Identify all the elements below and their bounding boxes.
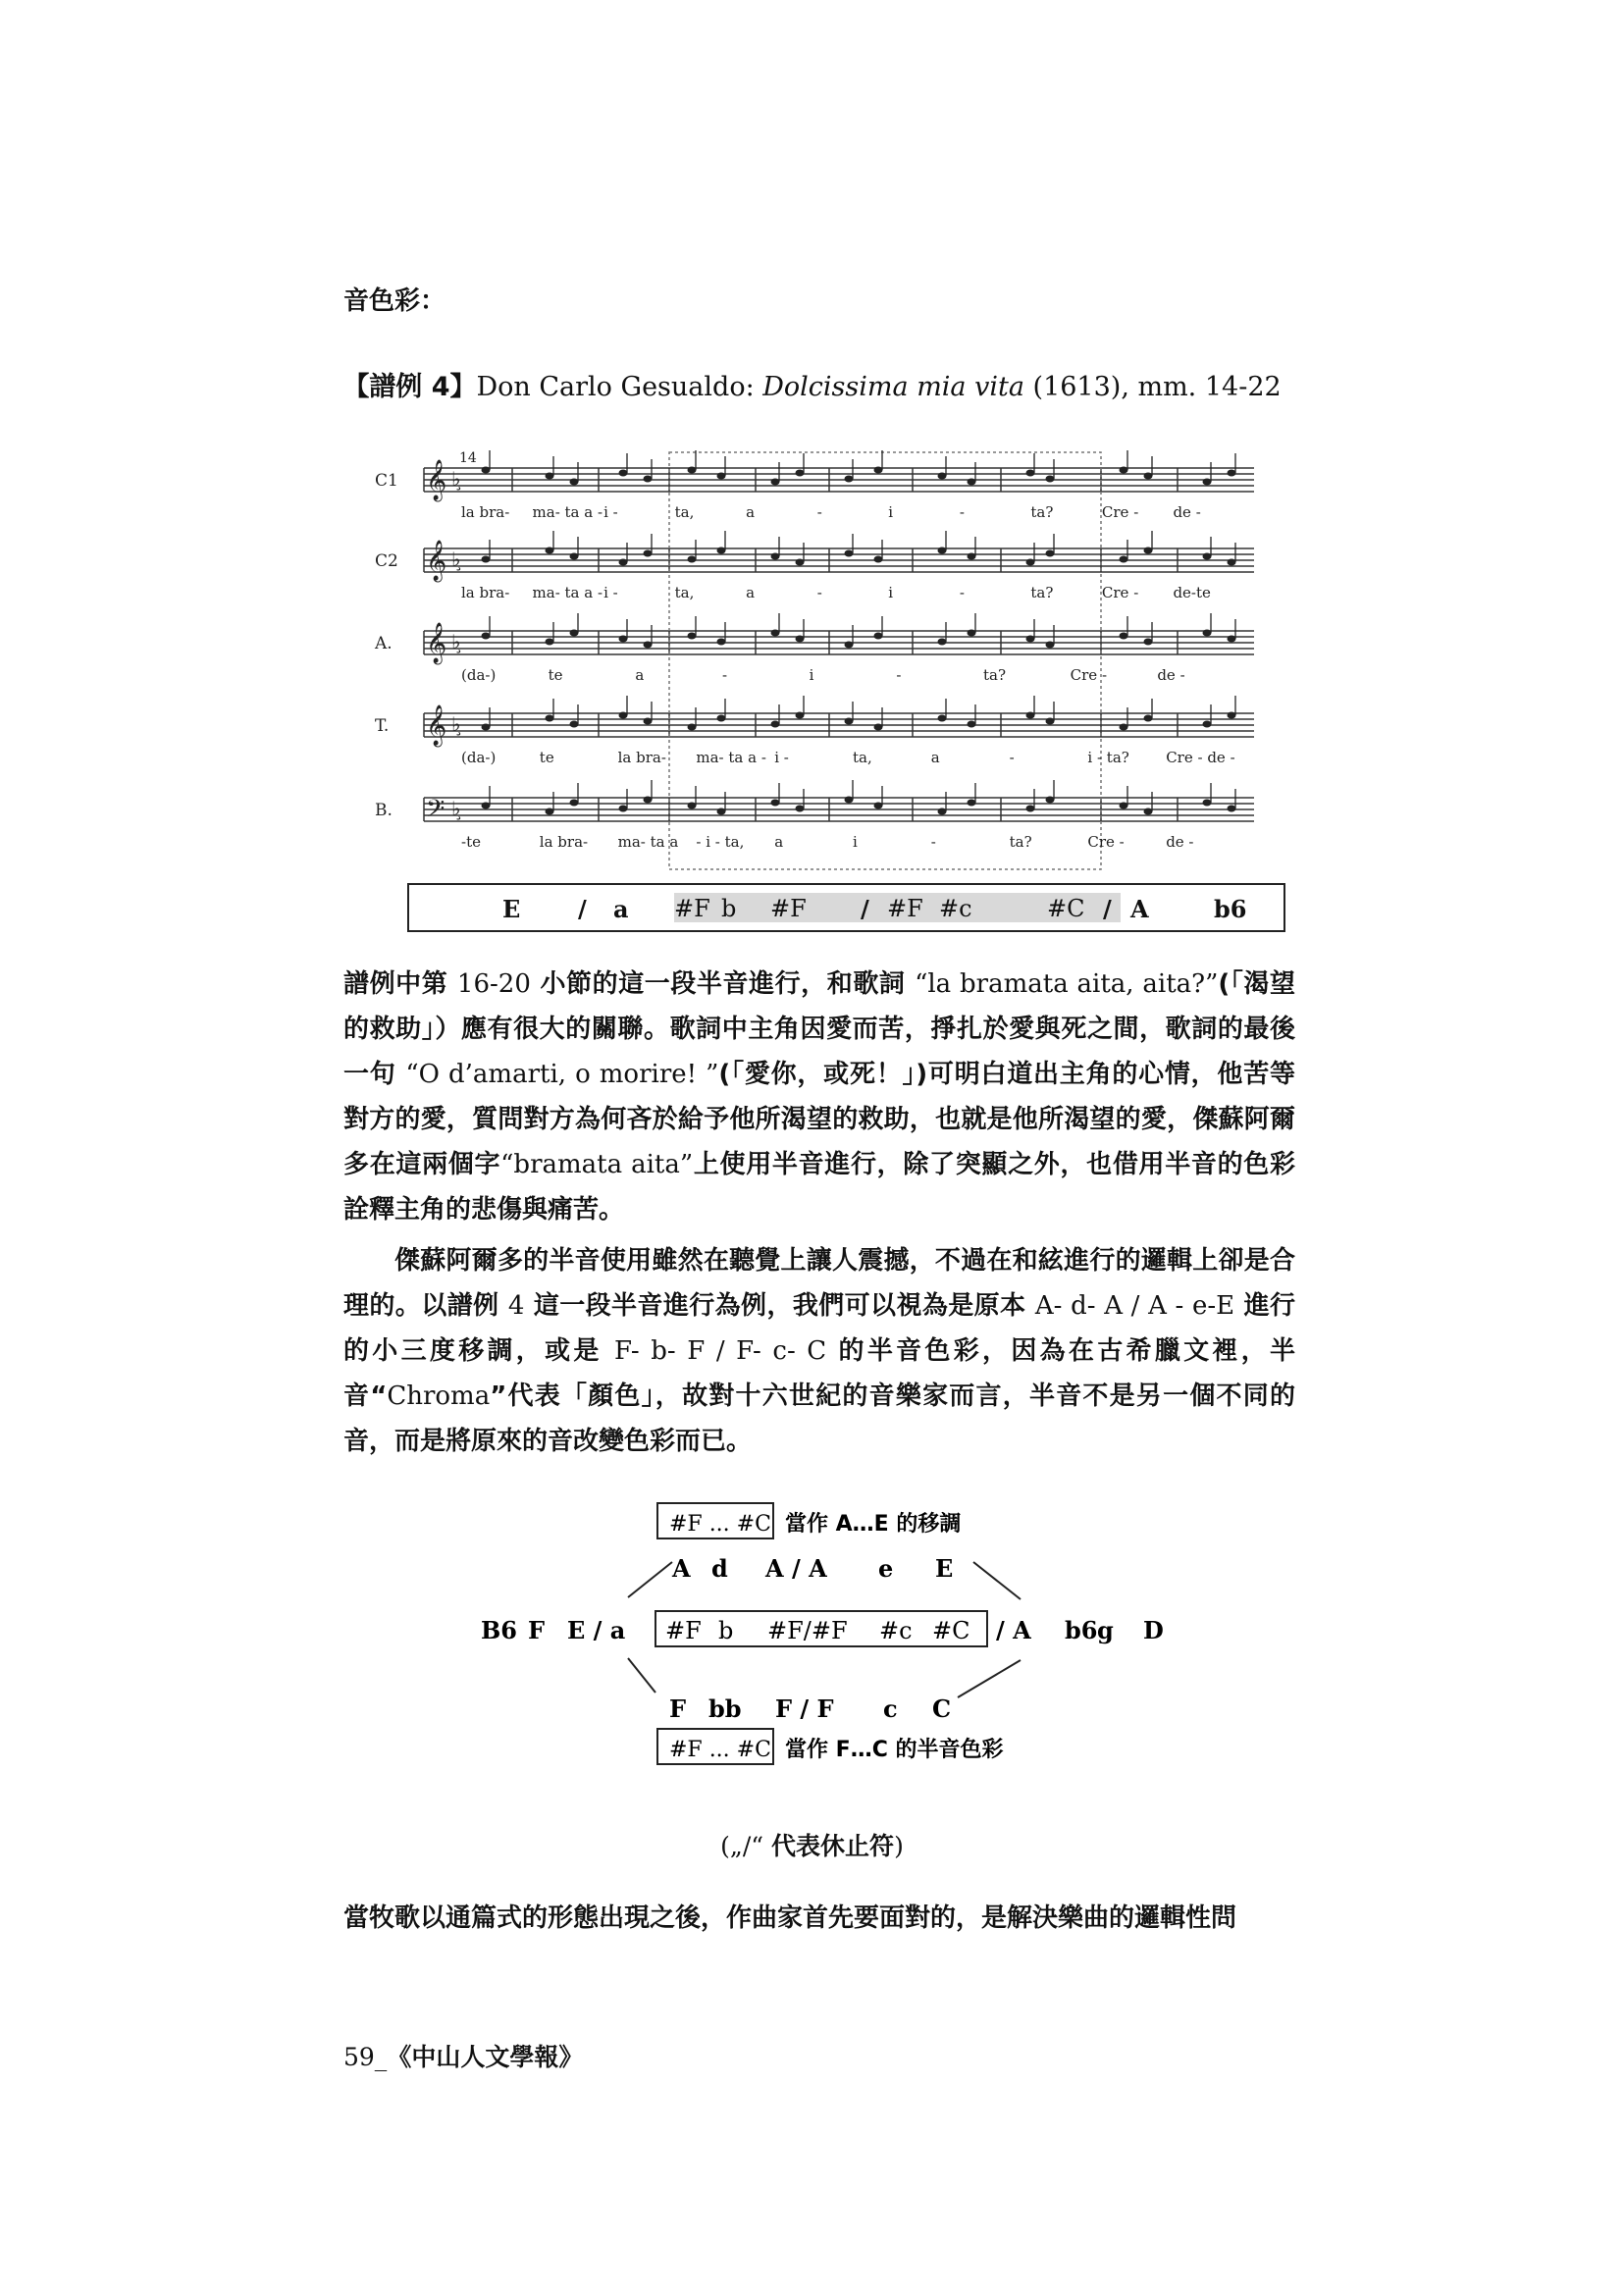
- chinese-text: (「渴望的救助」）應有很大的關聯。歌詞中主角因愛而苦，掙扎於愛與死之間，歌詞的最後一句: [343, 969, 1295, 1089]
- lyric: i: [888, 503, 894, 521]
- chinese-text: 這一段半音進行為例，我們可以視為是原本: [524, 1291, 1035, 1321]
- note-head: [845, 797, 854, 804]
- music-score: [363, 446, 1276, 878]
- lyric: ma- ta a -: [532, 503, 603, 521]
- latin-text: “la bramata aita, aita?”: [915, 969, 1219, 999]
- latin-text: F- b- F / F- c- C: [614, 1336, 827, 1366]
- harmony-bar: [407, 883, 1285, 932]
- note-head: [644, 797, 653, 804]
- note-head: [938, 639, 947, 646]
- note-head: [1046, 718, 1055, 725]
- lyric: -te: [461, 833, 481, 851]
- note-head: [546, 547, 554, 554]
- diagram-chord: b: [718, 1617, 734, 1644]
- chinese-text: 傑蘇阿爾多的半音使用雖然在聽覺上讓人震撼，不過在和絃進行的邏輯上卻是合理的。以譜例: [343, 1246, 1295, 1321]
- note-head: [1046, 550, 1055, 557]
- note-head: [1203, 800, 1212, 807]
- note-head: [845, 476, 854, 483]
- connector-upper-right: [973, 1562, 1021, 1599]
- bottom-box-text: #F ... #C: [669, 1738, 771, 1762]
- note-head: [644, 550, 653, 557]
- lyric: de-te: [1173, 584, 1211, 601]
- chinese-text: (「愛你，或死！」)可明白道出主角的心情，他苦等對方的愛，質問對方為何吝於給予他所渴望的救助，也就是他所渴望的愛，傑蘇阿爾多在這兩個字: [343, 1060, 1295, 1179]
- note-head: [874, 803, 883, 809]
- harmony-chord: #c: [939, 895, 972, 922]
- note-head: [938, 473, 947, 480]
- latin-text: “bramata aita”: [500, 1150, 694, 1179]
- lyric: de -: [1173, 503, 1201, 521]
- diagram-chord: B6: [481, 1616, 517, 1644]
- note-head: [546, 639, 554, 646]
- harmony-chord: b6: [1214, 895, 1247, 923]
- note-head: [1228, 470, 1236, 477]
- note-head: [570, 630, 579, 637]
- note-head: [1120, 633, 1128, 640]
- note-head: [688, 724, 697, 731]
- lyric: i -: [603, 584, 618, 601]
- note-head: [482, 467, 491, 474]
- lyric: ma- ta a -: [696, 749, 766, 766]
- diagram-chord: bb: [708, 1694, 742, 1723]
- note-head: [482, 724, 491, 731]
- note-head: [796, 806, 805, 812]
- note-head: [482, 633, 491, 640]
- journal-name: 《中山人文學報》: [387, 2043, 584, 2071]
- treble-clef-icon: 𝄞: [426, 541, 447, 581]
- lyric: i: [809, 666, 814, 684]
- note-head: [482, 556, 491, 563]
- diagram-chord: C: [932, 1694, 952, 1723]
- harmony-chord: E: [502, 895, 521, 923]
- note-head: [796, 470, 805, 477]
- note-head: [619, 712, 628, 719]
- chinese-text: 小節的這一段半音進行，和歌詞: [530, 969, 916, 999]
- lyric: a: [635, 666, 645, 684]
- treble-clef-icon: 𝄞: [426, 623, 447, 663]
- harmony-chord: /: [1103, 895, 1112, 923]
- lyric: ta,: [674, 503, 695, 521]
- note-head: [688, 633, 697, 640]
- diagram-chord: #c: [879, 1617, 913, 1644]
- note-head: [546, 715, 554, 722]
- note-head: [570, 800, 579, 807]
- diagram-chord: c: [883, 1694, 898, 1723]
- note-head: [1203, 553, 1212, 560]
- lyric: -: [816, 584, 822, 601]
- note-head: [968, 553, 976, 560]
- bottom-box-label: 當作 F…C 的半音色彩: [785, 1738, 1004, 1762]
- paragraph-3: [343, 1896, 1295, 1941]
- note-head: [619, 470, 628, 477]
- note-head: [570, 479, 579, 486]
- lyric: Cre -: [1070, 666, 1108, 684]
- note-head: [845, 550, 854, 557]
- lyric: de -: [1166, 833, 1194, 851]
- measure-number: 14: [459, 450, 477, 466]
- note-head: [771, 479, 780, 486]
- diagram-chord: #C: [932, 1617, 970, 1644]
- lyric: ta?: [1030, 584, 1054, 601]
- top-box-label: 當作 A…E 的移調: [785, 1512, 962, 1537]
- lyric: de -: [1157, 666, 1185, 684]
- voice-name: C1: [375, 471, 398, 491]
- note-head: [1026, 806, 1035, 812]
- note-head: [796, 712, 805, 719]
- note-head: [688, 467, 697, 474]
- note-head: [796, 559, 805, 566]
- lyric: -: [896, 666, 902, 684]
- note-head: [938, 715, 947, 722]
- note-head: [1144, 639, 1153, 646]
- lyric: a: [930, 749, 940, 766]
- note-head: [1228, 636, 1236, 643]
- chinese-text: 當牧歌以通篇式的形態出現之後，作曲家首先要面對的，是解決樂曲的邏輯性問: [343, 1903, 1237, 1933]
- diagram-chord: F: [669, 1694, 687, 1723]
- chinese-text: 進行的小三度移調，或是: [343, 1291, 1295, 1366]
- note-head: [619, 559, 628, 566]
- connector-lower-left: [628, 1658, 655, 1693]
- note-head: [845, 642, 854, 649]
- flat-icon: ♭: [451, 547, 461, 571]
- voice-name: A.: [375, 634, 393, 653]
- note-head: [546, 808, 554, 815]
- diagram-chord: F: [528, 1616, 546, 1644]
- lyric: a: [774, 833, 784, 851]
- chord-diagram: [451, 1501, 1197, 1776]
- note-head: [1144, 473, 1153, 480]
- note-head: [1120, 724, 1128, 731]
- note-head: [1228, 712, 1236, 719]
- note-head: [968, 479, 976, 486]
- harmony-chord: b: [721, 895, 737, 922]
- note-head: [771, 800, 780, 807]
- lyric: -: [959, 584, 965, 601]
- harmony-chord: /: [861, 895, 869, 923]
- lyric: a: [746, 503, 756, 521]
- note-head: [771, 553, 780, 560]
- harmony-chord: a: [613, 895, 629, 923]
- note-head: [1026, 712, 1035, 719]
- chinese-text: 譜例中第: [343, 969, 457, 999]
- lyric: te: [539, 749, 554, 766]
- voice-name: B.: [375, 801, 393, 820]
- note-head: [688, 803, 697, 809]
- latin-text: Chroma: [387, 1382, 491, 1411]
- harmony-chord: #F: [674, 895, 710, 922]
- lyric: ta?: [1009, 833, 1032, 851]
- lyric: Cre - de -: [1166, 749, 1235, 766]
- diagram-chord: D: [1143, 1616, 1164, 1644]
- note-head: [1026, 636, 1035, 643]
- rest-mark: („/“: [720, 1832, 764, 1860]
- note-head: [717, 808, 726, 815]
- lyric: ta,: [674, 584, 695, 601]
- lyric: te: [548, 666, 563, 684]
- note-head: [874, 556, 883, 563]
- diagram-chord: b6: [1065, 1616, 1098, 1644]
- flat-icon: ♭: [451, 712, 461, 736]
- lyric: Cre -: [1087, 833, 1125, 851]
- lyric: i: [853, 833, 858, 851]
- note-head: [1144, 808, 1153, 815]
- lyric: ma- ta a -: [532, 584, 603, 601]
- connector-lower-right: [958, 1660, 1021, 1697]
- lyric: la bra-: [617, 749, 666, 766]
- chinese-text: 的半音色彩，因為在古希臘文裡，半音“: [343, 1336, 1295, 1411]
- rest-close: ): [894, 1832, 904, 1860]
- latin-text: 4: [507, 1291, 525, 1321]
- note-head: [938, 547, 947, 554]
- flat-icon: ♭: [451, 467, 461, 491]
- note-head: [796, 636, 805, 643]
- lyric: (da-): [461, 666, 497, 684]
- harmony-chord: /: [578, 895, 587, 923]
- diagram-chord: F / F: [775, 1694, 834, 1723]
- lyric: -: [959, 503, 965, 521]
- diagram-chord: #F: [665, 1617, 702, 1644]
- diagram-chord: #F/#F: [767, 1617, 848, 1644]
- note-head: [717, 473, 726, 480]
- example-caption: [0, 365, 1624, 403]
- flat-icon: ♭: [451, 630, 461, 653]
- lyric: i: [888, 584, 894, 601]
- lyric: ta,: [853, 749, 872, 766]
- note-head: [968, 721, 976, 728]
- note-head: [771, 630, 780, 637]
- top-box-text: #F ... #C: [669, 1512, 771, 1537]
- note-head: [717, 715, 726, 722]
- note-head: [644, 476, 653, 483]
- lyric: ta?: [983, 666, 1007, 684]
- note-head: [874, 467, 883, 474]
- lyric: -: [1009, 749, 1015, 766]
- note-head: [1203, 721, 1212, 728]
- note-head: [845, 718, 854, 725]
- lyric: ta?: [1030, 503, 1054, 521]
- diagram-chord: e: [878, 1554, 894, 1583]
- lyric: Cre -: [1101, 584, 1139, 601]
- note-head: [874, 724, 883, 731]
- note-head: [1046, 476, 1055, 483]
- bass-clef-icon: 𝄢: [426, 795, 445, 829]
- note-head: [968, 800, 976, 807]
- note-head: [1026, 559, 1035, 566]
- lyric: (da-): [461, 749, 497, 766]
- rest-label: 代表休止符: [771, 1832, 895, 1860]
- harmony-chord: A: [1130, 895, 1149, 923]
- lyric: ma- ta a: [617, 833, 679, 851]
- note-head: [1203, 479, 1212, 486]
- example-title: Dolcissima mia vita: [762, 372, 1024, 402]
- note-head: [482, 803, 491, 809]
- note-head: [874, 633, 883, 640]
- page-footer: [343, 2038, 583, 2073]
- note-head: [1120, 467, 1128, 474]
- flat-icon: ♭: [451, 797, 461, 820]
- note-head: [619, 636, 628, 643]
- note-head: [570, 721, 579, 728]
- note-head: [1026, 470, 1035, 477]
- lyric: i -: [603, 503, 618, 521]
- harmony-chord: #F: [887, 895, 923, 922]
- lyric: la bra-: [461, 584, 510, 601]
- note-head: [644, 642, 653, 649]
- harmony-chord: #C: [1047, 895, 1085, 922]
- diagram-chord: A / A: [765, 1554, 827, 1583]
- note-head: [717, 639, 726, 646]
- note-head: [1120, 556, 1128, 563]
- lyric: a: [746, 584, 756, 601]
- voice-name: T.: [375, 716, 390, 736]
- lyric: -: [930, 833, 936, 851]
- note-head: [1144, 715, 1153, 722]
- diagram-chord: A: [672, 1554, 691, 1583]
- note-head: [546, 473, 554, 480]
- diagram-chord: / A: [996, 1616, 1031, 1644]
- note-head: [938, 808, 947, 815]
- note-head: [644, 718, 653, 725]
- connector-upper-left: [628, 1562, 672, 1597]
- diagram-chord: E / a: [567, 1616, 626, 1644]
- paragraph-1: [343, 962, 1295, 1232]
- lyric: -: [816, 503, 822, 521]
- lyric: - i - ta,: [696, 833, 745, 851]
- note-head: [1144, 547, 1153, 554]
- rest-note: [0, 1827, 1624, 1862]
- paragraph-2: [343, 1238, 1295, 1464]
- note-head: [1228, 559, 1236, 566]
- treble8-clef-icon: 𝄞: [426, 705, 447, 746]
- note-head: [1203, 630, 1212, 637]
- lyric: la bra-: [461, 503, 510, 521]
- note-head: [771, 721, 780, 728]
- lyric: i - ta?: [1087, 749, 1129, 766]
- lyric: Cre -: [1101, 503, 1139, 521]
- latin-text: A- d- A / A - e-E: [1034, 1291, 1235, 1321]
- diagram-chord: g: [1097, 1616, 1114, 1644]
- diagram-chord: d: [711, 1554, 728, 1583]
- note-head: [1046, 642, 1055, 649]
- lyric: i -: [774, 749, 789, 766]
- section-heading: 音色彩：: [343, 287, 446, 316]
- voice-name: C2: [375, 551, 398, 571]
- latin-text: 16-20: [456, 969, 531, 999]
- note-head: [619, 806, 628, 812]
- page-number: 59_: [343, 2043, 388, 2071]
- note-head: [1046, 797, 1055, 804]
- lyric: -: [722, 666, 728, 684]
- note-head: [968, 630, 976, 637]
- note-head: [570, 553, 579, 560]
- diagram-chord: E: [935, 1554, 954, 1583]
- note-head: [1120, 803, 1128, 809]
- harmony-chord: #F: [770, 895, 807, 922]
- example-label: 【譜例 4】: [342, 372, 477, 402]
- chinese-text: 上使用半音進行，除了突顯之外，也借用半音的色彩詮釋主角的悲傷與痛苦。: [343, 1150, 1295, 1225]
- lyric: la bra-: [539, 833, 589, 851]
- chinese-text: ”代表「顏色」，故對十六世紀的音樂家而言，半音不是另一個不同的音，而是將原來的音改變色彩而已。: [343, 1382, 1295, 1456]
- latin-text: “O d’amarti, o morire! ”: [405, 1060, 719, 1089]
- example-tail: (1613), mm. 14-22: [1023, 372, 1282, 402]
- note-head: [717, 547, 726, 554]
- note-head: [1228, 806, 1236, 812]
- example-composer: Don Carlo Gesualdo:: [476, 372, 763, 402]
- treble-clef-icon: 𝄞: [426, 460, 447, 500]
- note-head: [688, 556, 697, 563]
